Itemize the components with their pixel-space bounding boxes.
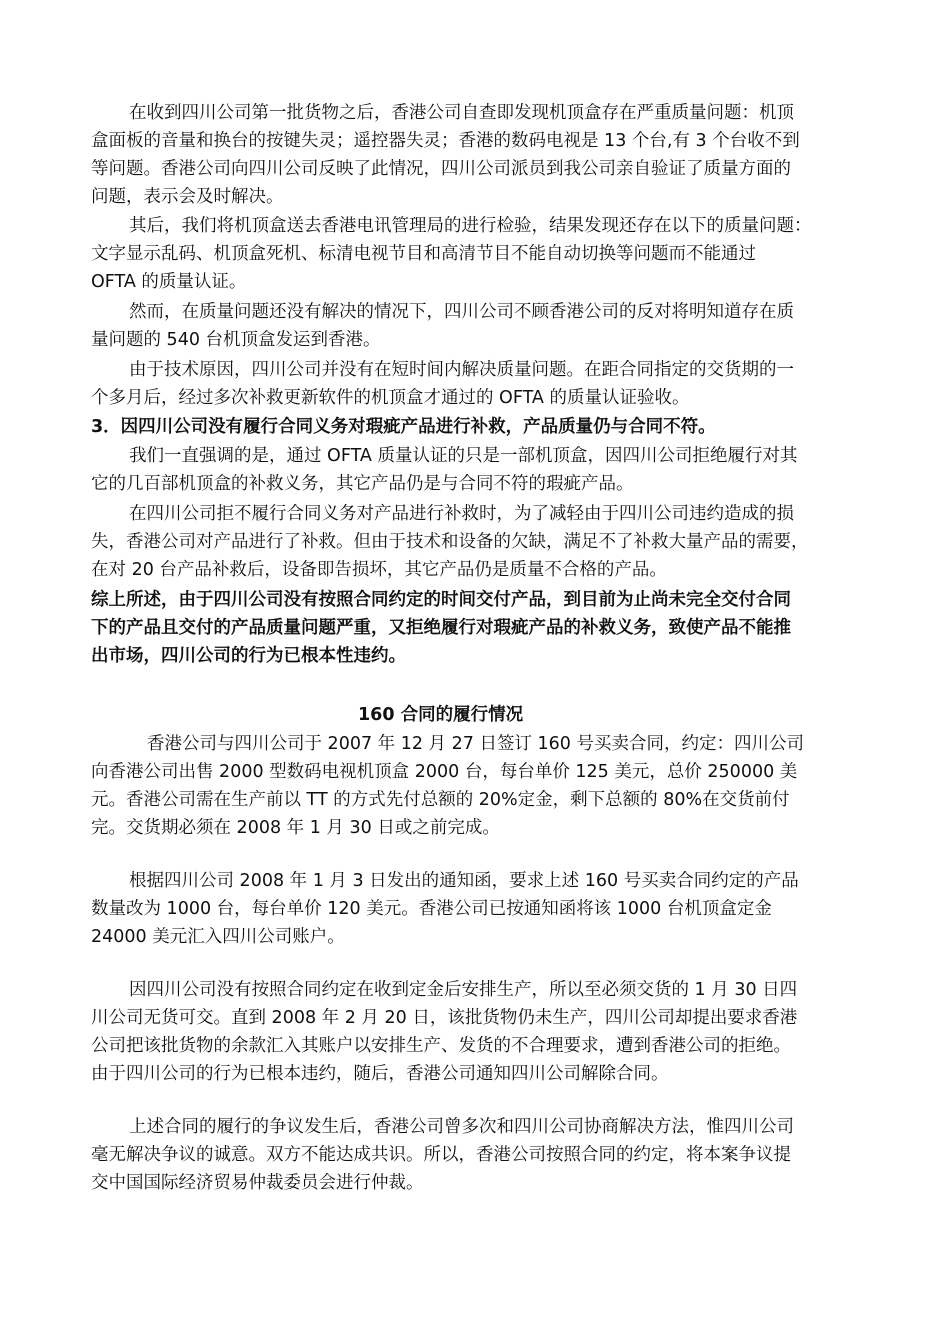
text-line: 在四川公司拒不履行合同义务对产品进行补救时，为了减轻由于四川公司违约造成的损 [129,504,794,524]
summary-line: 下的产品且交付的产品质量问题严重，又拒绝履行对瑕疵产品的补救义务，致使产品不能推 [91,618,791,638]
text-line: 失，香港公司对产品进行了补救。但由于技术和设备的欠缺，满足不了补救大量产品的需要， [91,532,809,552]
text-line: 根据四川公司 2008 年 1 月 3 日发出的通知函，要求上述 160 号买卖合同约定的产品 [129,871,799,891]
text-line: 它的几百部机顶盒的补救义务，其它产品仍是与合同不符的瑕疵产品。 [91,474,634,494]
text-line: 文字显示乱码、机顶盒死机、标清电视节目和高清节目不能自动切换等问题而不能通过 [91,244,756,264]
text-line: 完。交货期必须在 2008 年 1 月 30 日或之前完成。 [91,818,500,838]
text-line: 由于技术原因，四川公司并没有在短时间内解决质量问题。在距合同指定的交货期的一 [129,360,794,380]
text-line: 个多月后，经过多次补救更新软件的机顶盒才通过的 OFTA 的质量认证验收。 [91,388,690,408]
text-line: 元。香港公司需在生产前以 TT 的方式先付总额的 20%定金，剩下总额的 80%在交货前付 [91,790,790,810]
text-line: 香港公司与四川公司于 2007 年 12 月 27 日签订 160 号买卖合同，约定：四川公司 [147,734,804,754]
text-line: 等问题。香港公司向四川公司反映了此情况，四川公司派员到我公司亲自验证了质量方面的 [91,159,791,179]
text-line: 交中国国际经济贸易仲裁委员会进行仲裁。 [91,1173,424,1193]
summary-line: 综上所述，由于四川公司没有按照合同约定的时间交付产品，到目前为止尚未完全交付合同 [91,590,791,610]
text-line: 公司把该批货物的余款汇入其账户以安排生产、发货的不合理要求，遭到香港公司的拒绝。 [91,1036,791,1056]
text-line: 量问题的 540 台机顶盒发运到香港。 [91,330,381,350]
summary-line: 出市场，四川公司的行为已根本性违约。 [91,646,406,666]
text-line: 然而，在质量问题还没有解决的情况下，四川公司不顾香港公司的反对将明知道存在质 [129,302,794,322]
text-line: 我们一直强调的是，通过 OFTA 质量认证的只是一部机顶盒，因四川公司拒绝履行对其 [129,446,798,466]
text-line: 在对 20 台产品补救后，设备即告损坏，其它产品仍是质量不合格的产品。 [91,560,667,580]
text-line: 其后，我们将机顶盒送去香港电讯管理局的进行检验，结果发现还存在以下的质量问题： [129,216,812,236]
text-line: 在收到四川公司第一批货物之后，香港公司自查即发现机顶盒存在严重质量问题：机顶 [129,103,794,123]
text-line: 由于四川公司的行为已根本违约，随后，香港公司通知四川公司解除合同。 [91,1064,669,1084]
text-line: 向香港公司出售 2000 型数码电视机顶盒 2000 台，每台单价 125 美元，总价 250000 美 [91,762,798,782]
text-line: 数量改为 1000 台，每台单价 120 美元。香港公司已按通知函将该 1000 台机顶盒定金 [91,899,772,919]
text-line: OFTA 的质量认证。 [91,272,247,292]
text-line: 毫无解决争议的诚意。双方不能达成共识。所以，香港公司按照合同的约定，将本案争议提 [91,1145,791,1165]
section-title: 160 合同的履行情况 [358,705,524,725]
text-line: 因四川公司没有按照合同约定在收到定金后安排生产，所以至必须交货的 1 月 30 日四 [129,980,798,1000]
text-line: 川公司无货可交。直到 2008 年 2 月 20 日，该批货物仍未生产，四川公司却提出要求香港 [91,1008,798,1028]
text-line: 24000 美元汇入四川公司账户。 [91,927,345,947]
section-heading: 3．因四川公司没有履行合同义务对瑕疵产品进行补救，产品质量仍与合同不符。 [91,417,716,437]
text-line: 问题，表示会及时解决。 [91,187,284,207]
text-line: 盒面板的音量和换台的按键失灵；遥控器失灵；香港的数码电视是 13 个台,有 3 个台收不到 [91,131,800,151]
text-line: 上述合同的履行的争议发生后，香港公司曾多次和四川公司协商解决方法，惟四川公司 [129,1117,794,1137]
